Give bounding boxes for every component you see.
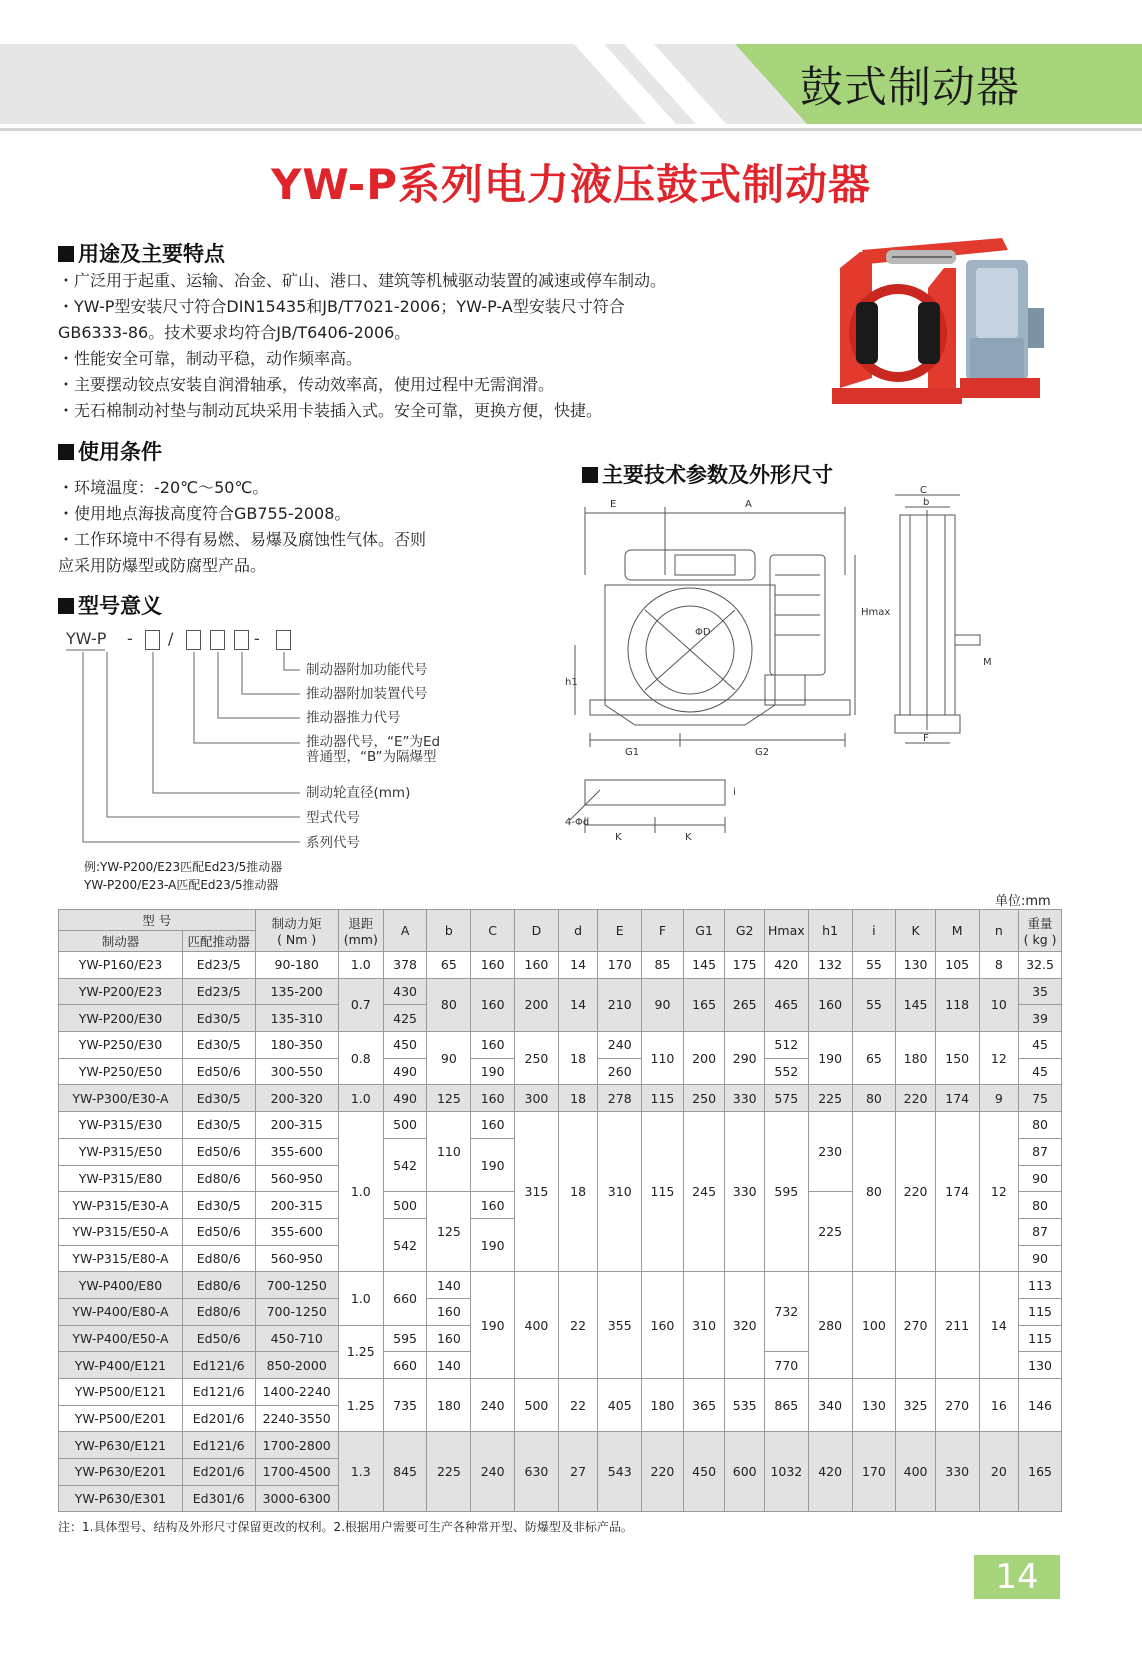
code-box-function <box>276 630 291 650</box>
model-code-leader-lines <box>60 650 310 850</box>
th-b: b <box>427 910 471 952</box>
list-item: GB6333-86。技术要求均符合JB/T6406-2006。 <box>58 323 411 342</box>
list-item: ・无石棉制动衬垫与制动瓦块采用卡装插入式。安全可靠，更换方便，快捷。 <box>58 401 603 420</box>
model-examples: 例:YW-P200/E23匹配Ed23/5推动器 YW-P200/E23-A匹配Ed23/5推动器 <box>84 860 283 892</box>
th-d: d <box>558 910 598 952</box>
drawing-label-hole: 4-Φd <box>565 817 590 828</box>
th-thruster: 匹配推动器 <box>182 931 255 952</box>
list-item: 应采用防爆型或防腐型产品。 <box>58 556 267 575</box>
drawing-label-C: C <box>920 485 927 496</box>
th-K: K <box>896 910 936 952</box>
th-M: M <box>935 910 979 952</box>
table-row: YW-P400/E80-A Ed80/6 700-1250 160 115 <box>59 1298 1062 1325</box>
list-item: ・工作环境中不得有易燃、易爆及腐蚀性气体。否则 <box>58 530 427 549</box>
drawing-label-D: ΦD <box>695 627 711 638</box>
code-box-thruster <box>186 630 201 650</box>
header-title: 鼓式制动器 <box>800 63 1020 113</box>
th-torque: 制动力矩 ( Nm ) <box>255 910 338 952</box>
label-series: 系列代号 <box>306 835 360 851</box>
th-i: i <box>852 910 896 952</box>
th-h1: h1 <box>808 910 852 952</box>
th-C: C <box>471 910 515 952</box>
drawing-label-E: E <box>610 499 617 510</box>
label-thruster: 推动器代号，“E”为Ed <box>306 734 441 750</box>
unit-label: 单位:mm <box>995 894 1051 909</box>
th-G2: G2 <box>725 910 765 952</box>
list-item: ・主要摆动铰点安装自润滑轴承，传动效率高，使用过程中无需润滑。 <box>58 375 555 394</box>
th-Hmax: Hmax <box>764 910 808 952</box>
page-number: 14 <box>974 1555 1060 1599</box>
label-type: 型式代号 <box>306 810 360 826</box>
th-model: 型 号 <box>59 910 256 931</box>
drawing-label-Hmax: Hmax <box>861 607 891 618</box>
section-model-heading: 型号意义 <box>58 590 162 620</box>
table-row: YW-P500/E201 Ed201/6 2240-3550 <box>59 1405 1062 1432</box>
drawing-label-F: F <box>923 733 929 744</box>
th-A: A <box>383 910 427 952</box>
table-row: YW-P630/E121 Ed121/6 1700-2800 1.3 845 225 240 630 27 543 220 450 600 1032 420 170 400 330 20 165 <box>59 1432 1062 1459</box>
table-row: YW-P400/E50-A Ed50/6 450-710 1.25 595 160 115 <box>59 1325 1062 1352</box>
table-header-row <box>59 910 1062 931</box>
model-prefix: YW-P <box>66 629 107 648</box>
table-row: YW-P200/E30 Ed30/5 135-310 425 39 <box>59 1005 1062 1032</box>
model-dash: - <box>127 629 133 648</box>
label-diameter: 制动轮直径(mm) <box>306 785 411 801</box>
drawing-label-i: i <box>733 787 736 798</box>
page-title: YW-P系列电力液压鼓式制动器 <box>270 160 872 209</box>
header-divider <box>0 128 1142 131</box>
drawing-label-K2: K <box>685 832 692 843</box>
table-row: YW-P315/E30-A Ed30/5 200-315 500 125 160 225 80 <box>59 1192 1062 1219</box>
table-row: YW-P315/E50-A Ed50/6 355-600 542 190 87 <box>59 1218 1062 1245</box>
features-list <box>58 268 666 424</box>
list-item: ・性能安全可靠，制动平稳，动作频率高。 <box>58 349 363 368</box>
code-box-diameter <box>145 630 160 650</box>
table-row: YW-P200/E23 Ed23/5 135-200 0.7 430 80 160 200 14 210 90 165 265 465 160 55 145 118 10 35 <box>59 978 1062 1005</box>
list-item: ・YW-P型安装尺寸符合DIN15435和JB/T7021-2006；YW-P-A型安装尺寸符合 <box>58 297 625 316</box>
th-D: D <box>515 910 559 952</box>
model-dash-2: - <box>254 629 260 648</box>
list-item: ・环境温度：-20℃～50℃。 <box>58 478 269 497</box>
conditions-list <box>58 475 426 579</box>
brake-product-image <box>832 228 1054 433</box>
label-function: 制动器附加功能代号 <box>306 662 428 678</box>
drawing-label-G2: G2 <box>755 747 770 758</box>
label-thrust: 推动器推力代号 <box>306 710 401 726</box>
table-row: YW-P630/E201 Ed201/6 1700-4500 <box>59 1459 1062 1486</box>
table-row: YW-P315/E30 Ed30/5 200-315 1.0 500 110 160 315 18 310 115 245 330 595 230 80 220 174 12 80 <box>59 1112 1062 1139</box>
th-brake: 制动器 <box>59 931 183 952</box>
code-box-thrust <box>210 630 225 650</box>
spec-table <box>58 909 1062 1512</box>
drawing-label-G1: G1 <box>625 747 640 758</box>
drawing-label-M: M <box>983 657 992 668</box>
list-item: ・广泛用于起重、运输、冶金、矿山、港口、建筑等机械驱动装置的减速或停车制动。 <box>58 271 667 290</box>
label-device: 推动器附加装置代号 <box>306 686 428 702</box>
th-retreat: 退距 (mm) <box>338 910 383 952</box>
table-row: YW-P630/E301 Ed301/6 3000-6300 <box>59 1485 1062 1512</box>
drawing-label-h1: h1 <box>565 677 578 688</box>
th-weight: 重量 ( kg ) <box>1019 910 1062 952</box>
th-G1: G1 <box>683 910 725 952</box>
table-row: YW-P250/E30 Ed30/5 180-350 0.8 450 90 160 250 18 240 110 200 290 512 190 65 180 150 12 45 <box>59 1032 1062 1059</box>
footnote: 注：1.具体型号、结构及外形尺寸保留更改的权利。2.根据用户需要可生产各种常开型、防爆型及非标产品。 <box>58 1520 633 1534</box>
table-row: YW-P315/E80 Ed80/6 560-950 90 <box>59 1165 1062 1192</box>
table-row: YW-P300/E30-A Ed30/5 200-320 1.0 490 125 160 300 18 278 115 250 330 575 225 80 220 174 9 75 <box>59 1085 1062 1112</box>
th-E: E <box>598 910 642 952</box>
table-row: YW-P160/E23 Ed23/5 90-180 1.0 378 65 160 160 14 170 85 145 175 420 132 55 130 105 8 32.5 <box>59 952 1062 979</box>
drawing-label-K1: K <box>615 832 622 843</box>
th-n: n <box>979 910 1019 952</box>
list-item: ・使用地点海拔高度符合GB755-2008。 <box>58 504 351 523</box>
label-thruster-2: 普通型，“B”为隔爆型 <box>306 749 437 765</box>
table-row: YW-P500/E121 Ed121/6 1400-2240 1.25 735 180 240 500 22 405 180 365 535 865 340 130 325 270 16 146 <box>59 1379 1062 1406</box>
drawing-label-A: A <box>745 499 752 510</box>
model-slash: / <box>168 629 174 648</box>
th-F: F <box>642 910 684 952</box>
section-tech-heading: 主要技术参数及外形尺寸 <box>582 459 833 489</box>
section-features-heading: 用途及主要特点 <box>58 238 225 268</box>
table-row: YW-P400/E121 Ed121/6 850-2000 660 140 770 130 <box>59 1352 1062 1379</box>
drawing-label-b: b <box>923 497 930 508</box>
table-row: YW-P315/E80-A Ed80/6 560-950 90 <box>59 1245 1062 1272</box>
table-row: YW-P315/E50 Ed50/6 355-600 542 190 87 <box>59 1138 1062 1165</box>
code-box-device <box>234 630 249 650</box>
dimension-drawing <box>565 485 1045 875</box>
table-row: YW-P250/E50 Ed50/6 300-550 490 190 260 552 45 <box>59 1058 1062 1085</box>
table-row: YW-P400/E80 Ed80/6 700-1250 1.0 660 140 190 400 22 355 160 310 320 732 280 100 270 211 14 113 <box>59 1272 1062 1299</box>
section-conditions-heading: 使用条件 <box>58 436 162 466</box>
